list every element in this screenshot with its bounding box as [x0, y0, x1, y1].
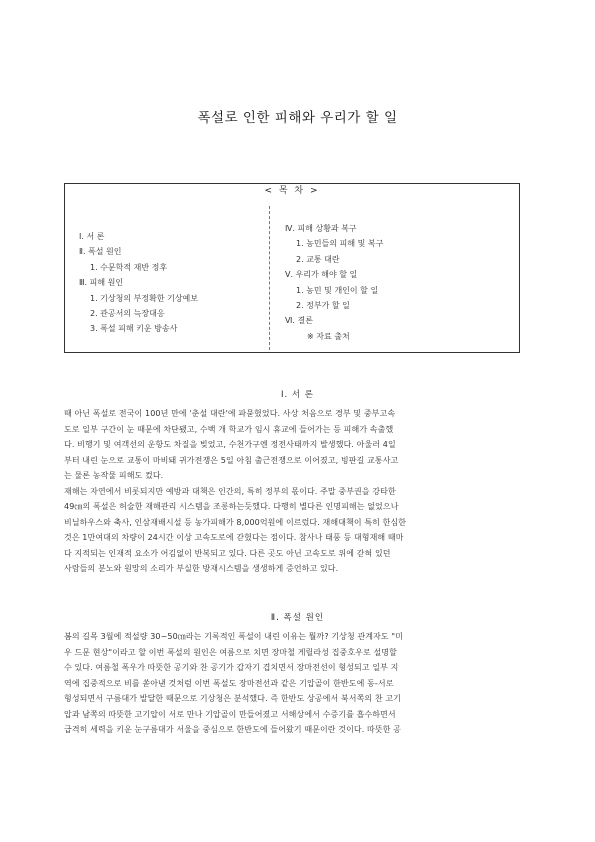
paragraph-line: 압과 남쪽의 따뜻한 고기압이 서로 만나 기압골이 만들어졌고 서해상에서 수증기를 흡수하면서 — [64, 709, 396, 719]
paragraph-line: 부터 내린 눈으로 교통이 마비돼 귀가전쟁은 5일 아침 출근전쟁으로 이어졌고, 빙판길 교통사고 — [64, 455, 399, 465]
paragraph-line: 우 드문 현상"이라고 할 이번 폭설의 원인은 여름으로 치면 장마철 게릴라성 집중호우로 설명할 — [64, 647, 397, 657]
toc-right-column — [285, 221, 383, 344]
section-body-intro — [64, 406, 520, 577]
toc-item: Ⅰ. 서 론 — [79, 232, 105, 241]
section-heading-intro: Ⅰ. 서 론 — [280, 390, 315, 400]
toc-item: 1. 기상청의 부정확한 기상예보 — [90, 293, 198, 303]
paragraph-line: 다. 비행기 및 여객선의 운항도 차질을 빚었고, 수천가구엔 정전사태까지 발생했다. 아울러 4일 — [64, 440, 396, 449]
paragraph-line: 역에 집중적으로 비를 쏟아낸 것처럼 이번 폭설도 장마전선과 같은 기압골이 한반도에 동-서로 — [64, 678, 394, 688]
paragraph-line: 는 물론 농작물 피해도 컸다. — [64, 471, 164, 480]
paragraph-line: 재해는 자연에서 비롯되지만 예방과 대책은 인간의, 특히 정부의 몫이다. 주말 중부권을 강타한 — [64, 486, 396, 496]
toc-item: Ⅵ. 결론 — [285, 316, 313, 326]
toc-header: < 목 차 > — [264, 186, 320, 196]
table-of-contents — [64, 183, 520, 353]
toc-divider — [269, 206, 270, 350]
section-body-cause — [64, 629, 520, 738]
paragraph-line: 봄의 길목 3월에 적설량 30~50㎝라는 기록적인 폭설이 내린 이유는 뭘까? 기상청 관계자도 "미 — [64, 632, 404, 641]
paragraph-line: 때 아닌 폭설로 전국이 100년 만에 '춘설 대란'에 파묻혔었다. 사상 처음으로 경부 및 중부고속 — [64, 409, 396, 418]
toc-item: ※ 자료 출처 — [307, 331, 350, 341]
toc-item: Ⅲ. 피해 원인 — [79, 278, 124, 288]
paragraph-line: 다 지적되는 인재적 요소가 어김없이 반복되고 있다. 다른 곳도 아닌 고속도로 위에 갇혀 있던 — [64, 548, 391, 558]
paragraph-line: 형성되면서 구름대가 발달한 때문으로 기상청은 분석했다. 즉 한반도 상공에서 북서쪽의 찬 고기 — [64, 694, 402, 703]
document-title: 폭설로 인한 피해와 우리가 할 일 — [197, 110, 398, 126]
toc-item: 3. 폭설 피해 키운 방송사 — [90, 324, 178, 334]
toc-item: 2. 교통 대란 — [296, 254, 340, 264]
toc-item: 1. 농민들의 피해 및 복구 — [296, 239, 384, 249]
paragraph-line: 수 있다. 여름철 폭우가 따뜻한 공기와 찬 공기가 갑자기 겹치면서 장마전선이 형성되고 일부 지 — [64, 663, 399, 672]
paragraph-line: 비닐하우스와 축사, 인삼재배시설 등 농가피해가 8,000억원에 이르렀다. 재해대책이 특히 한심한 — [64, 517, 407, 527]
toc-left-column — [79, 229, 198, 337]
toc-item: Ⅴ. 우리가 해야 할 일 — [285, 270, 358, 280]
toc-item: 1. 농민 및 개인이 할 일 — [296, 285, 379, 295]
paragraph-line: 것은 1만여대의 차량이 24시간 이상 고속도로에 갇혔다는 점이다. 참사나 태풍 등 대형재해 때마 — [64, 533, 404, 542]
paragraph-line: 급격히 세력을 키운 눈구름대가 서울을 중심으로 한반도에 들어왔기 때문이란 것이다. 따뜻한 공 — [64, 725, 402, 734]
paragraph-line: 사람들의 분노와 원망의 소리가 부실한 방재시스템을 생생하게 증언하고 있다. — [64, 564, 339, 573]
toc-item: 2. 관공서의 늑장대응 — [90, 309, 165, 319]
paragraph-line: 도로 일부 구간이 눈 때문에 차단됐고, 수백 개 학교가 임시 휴교에 들어가는 등 피해가 속출했 — [64, 424, 394, 434]
toc-item: 1. 수문학적 재반 정후 — [90, 262, 168, 272]
toc-item: Ⅳ. 피해 상황과 복구 — [285, 224, 357, 233]
toc-item: Ⅱ. 폭설 원인 — [79, 247, 122, 257]
section-heading-cause: Ⅱ. 폭설 원인 — [270, 613, 325, 623]
paragraph-line: 49㎝의 폭설은 허술한 재해관리 시스템을 조롱하는듯했다. 다행히 별다른 인명피해는 없었으나 — [64, 502, 399, 511]
toc-item: 2. 정부가 할 일 — [296, 301, 350, 311]
